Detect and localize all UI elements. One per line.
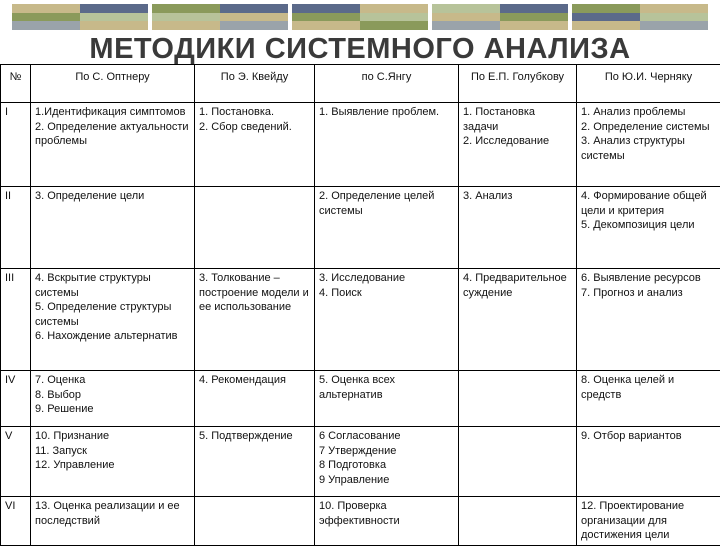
cell-golubkov (459, 103, 577, 187)
row-number: VI (1, 497, 31, 546)
cell-line: 1. Выявление проблем. (319, 105, 454, 120)
cell-young (315, 269, 459, 371)
cell-line: 3. Определение цели (35, 189, 190, 204)
header-cell-optner: По С. Оптнеру (31, 65, 195, 103)
cell-line: 2. Исследование (463, 134, 572, 149)
cell-young (315, 187, 459, 269)
cell-line: 1. Постановка задачи (463, 105, 572, 134)
table-body (1, 103, 720, 546)
banner-block (432, 4, 568, 30)
cell-line: 5. Определение структуры системы (35, 300, 190, 329)
cell-line: 11. Запуск (35, 444, 190, 459)
cell-golubkov (459, 187, 577, 269)
cell-line: 9. Решение (35, 402, 190, 417)
cell-young (315, 371, 459, 427)
table-row (1, 269, 720, 371)
cell-line: 1. Анализ проблемы (581, 105, 716, 120)
cell-line: 2. Сбор сведений. (199, 120, 310, 135)
cell-chernyak (577, 103, 720, 187)
cell-young (315, 497, 459, 546)
cell-golubkov (459, 497, 577, 546)
cell-golubkov (459, 427, 577, 497)
cell-line: 4. Предварительное суждение (463, 271, 572, 300)
header-cell-quade: По Э. Квейду (195, 65, 315, 103)
cell-line: 3. Толкование – построение модели и ее использование (199, 271, 310, 315)
cell-line: 10. Признание (35, 429, 190, 444)
cell-chernyak (577, 371, 720, 427)
header-cell-number: № (1, 65, 31, 103)
row-number: IV (1, 371, 31, 427)
cell-line: 3. Исследование (319, 271, 454, 286)
cell-golubkov (459, 269, 577, 371)
page-title: МЕТОДИКИ СИСТЕМНОГО АНАЛИЗА (0, 34, 720, 64)
cell-line: 8 Подготовка (319, 458, 454, 473)
cell-young (315, 103, 459, 187)
cell-line: 10. Проверка эффективности (319, 499, 454, 528)
cell-line: 7. Прогноз и анализ (581, 286, 716, 301)
cell-optner (31, 371, 195, 427)
cell-line: 5. Оценка всех альтернатив (319, 373, 454, 402)
cell-line: 5. Декомпозиция цели (581, 218, 716, 233)
cell-line: 6. Нахождение альтернатив (35, 329, 190, 344)
cell-line: 5. Подтверждение (199, 429, 310, 444)
methods-table (0, 64, 720, 546)
cell-quade (195, 187, 315, 269)
banner-block (12, 4, 148, 30)
cell-line: 3. Анализ (463, 189, 572, 204)
table-row (1, 427, 720, 497)
cell-line: 2. Определение системы (581, 120, 716, 135)
banner-block (572, 4, 708, 30)
table-row (1, 371, 720, 427)
cell-line: 6. Выявление ресурсов (581, 271, 716, 286)
cell-chernyak (577, 269, 720, 371)
cell-quade (195, 427, 315, 497)
cell-line: 7 Утверждение (319, 444, 454, 459)
cell-optner (31, 103, 195, 187)
cell-chernyak (577, 187, 720, 269)
row-number: V (1, 427, 31, 497)
cell-optner (31, 187, 195, 269)
cell-line: 4. Вскрытие структуры системы (35, 271, 190, 300)
cell-line: 12. Проектирование организации для достижения цели (581, 499, 716, 543)
cell-line: 4. Формирование общей цели и критерия (581, 189, 716, 218)
cell-young (315, 427, 459, 497)
cell-line: 2. Определение целей системы (319, 189, 454, 218)
cell-line: 1.Идентификация симптомов (35, 105, 190, 120)
header-row (1, 65, 720, 103)
cell-optner (31, 427, 195, 497)
cell-line: 8. Выбор (35, 388, 190, 403)
header-cell-young: по С.Янгу (315, 65, 459, 103)
cell-quade (195, 497, 315, 546)
header-cell-chernyak: По Ю.И. Черняку (577, 65, 720, 103)
cell-line: 4. Поиск (319, 286, 454, 301)
cell-chernyak (577, 497, 720, 546)
cell-quade (195, 269, 315, 371)
header-cell-golubkov: По Е.П. Голубкову (459, 65, 577, 103)
cell-line: 6 Согласование (319, 429, 454, 444)
cell-line: 3. Анализ структуры системы (581, 134, 716, 163)
table-row (1, 103, 720, 187)
decorative-banner (12, 4, 708, 30)
table-row (1, 497, 720, 546)
cell-line: 9. Отбор вариантов (581, 429, 716, 444)
row-number: I (1, 103, 31, 187)
banner-block (292, 4, 428, 30)
cell-line: 2. Определение актуальности проблемы (35, 120, 190, 149)
cell-quade (195, 103, 315, 187)
cell-line: 8. Оценка целей и средств (581, 373, 716, 402)
cell-line: 9 Управление (319, 473, 454, 488)
cell-line: 13. Оценка реализации и ее последствий (35, 499, 190, 528)
cell-optner (31, 269, 195, 371)
cell-quade (195, 371, 315, 427)
cell-line: 1. Постановка. (199, 105, 310, 120)
banner-block (152, 4, 288, 30)
table-row (1, 187, 720, 269)
cell-chernyak (577, 427, 720, 497)
cell-optner (31, 497, 195, 546)
cell-line: 7. Оценка (35, 373, 190, 388)
cell-line: 4. Рекомендация (199, 373, 310, 388)
cell-golubkov (459, 371, 577, 427)
row-number: III (1, 269, 31, 371)
row-number: II (1, 187, 31, 269)
cell-line: 12. Управление (35, 458, 190, 473)
